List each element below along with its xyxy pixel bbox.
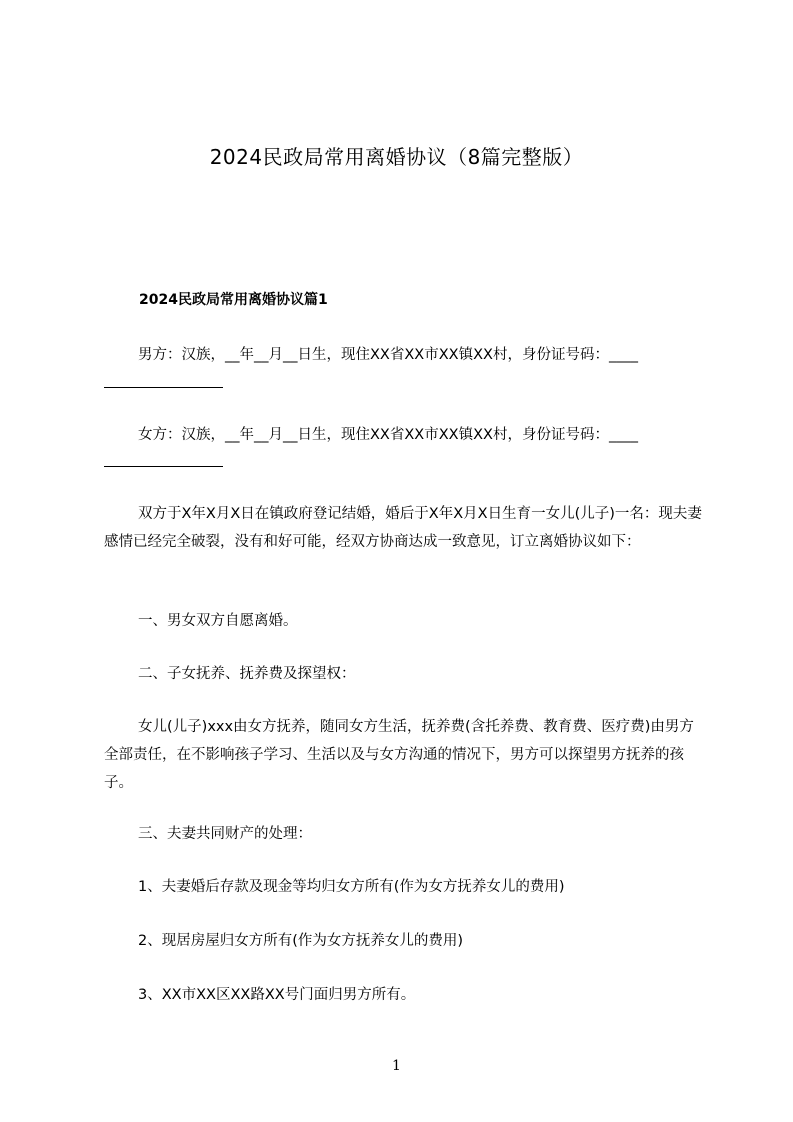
document-title: 2024民政局常用离婚协议（8篇完整版） <box>209 145 584 169</box>
paragraph-text: 男方：汉族，__年__月__日生，现住XX省XX市XX镇XX村，身份证号码：____ <box>138 347 638 363</box>
paragraph-clause-3 <box>104 820 704 848</box>
paragraph-text: 3、XX市XX区XX路XX号门面归男方所有。 <box>138 987 416 1003</box>
paragraph-property-2 <box>104 927 704 955</box>
paragraph-male-party <box>104 341 704 369</box>
paragraph-property-1 <box>104 873 704 901</box>
paragraph-clause-2 <box>104 660 704 688</box>
paragraph-text: 二、子女抚养、抚养费及探望权： <box>138 666 356 682</box>
paragraph-text: 女方：汉族，__年__月__日生，现住XX省XX市XX镇XX村，身份证号码：____ <box>138 427 638 443</box>
page-number: 1 <box>392 1058 401 1074</box>
paragraph-clause-1 <box>104 607 704 635</box>
id-number-blank-line <box>104 466 223 467</box>
paragraph-text: 女儿(儿子)xxx由女方抚养，随同女方生活，抚养费(含托养费、教育费、医疗费)由男方全部责任，在不影响孩子学习、生活以及与女方沟通的情况下，男方可以探望男方抚养的孩子。 <box>104 719 694 791</box>
paragraph-female-party <box>104 421 704 449</box>
paragraph-marriage-background <box>104 500 704 556</box>
paragraph-text: 1、夫妻婚后存款及现金等均归女方所有(作为女方抚养女儿的费用) <box>138 879 565 895</box>
paragraph-text: 三、夫妻共同财产的处理： <box>138 826 312 842</box>
section-heading: 2024民政局常用离婚协议篇1 <box>139 292 328 308</box>
paragraph-text: 2、现居房屋归女方所有(作为女方抚养女儿的费用) <box>138 933 464 949</box>
paragraph-text: 一、男女双方自愿离婚。 <box>138 613 298 629</box>
id-number-blank-line <box>104 387 223 388</box>
paragraph-property-3 <box>104 981 704 1009</box>
paragraph-custody <box>104 713 704 797</box>
paragraph-text: 双方于X年X月X日在镇政府登记结婚，婚后于X年X月X日生育一女儿(儿子)一名：现夫妻感情已经完全破裂，没有和好可能，经双方协商达成一致意见，订立离婚协议如下： <box>104 506 702 550</box>
